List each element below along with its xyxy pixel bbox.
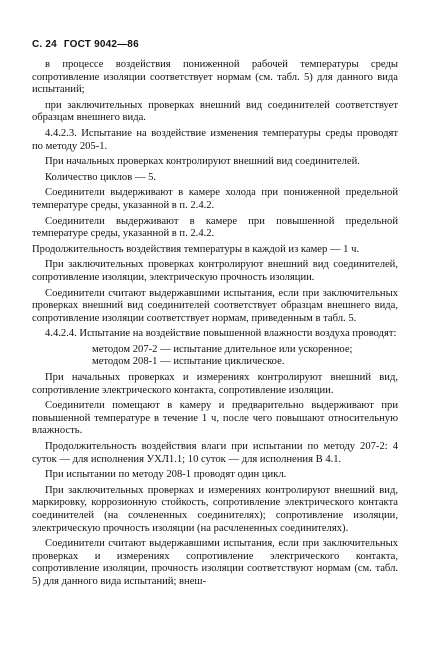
paragraph: Соединители считают выдержавшими испытания, если при заключительных проверках внешний вид соединителей соответствует образцам внешнего вида, сопротивление изоляции соответствует нормам, приведенным в табл. 5. (32, 287, 398, 324)
paragraph: Соединители выдерживают в камере при повышенной предельной температуре среды, указанной в п. 2.4.2. (32, 215, 398, 240)
paragraph: При испытании по методу 208-1 проводят один цикл. (45, 469, 287, 481)
paragraph: При начальных проверках и измерениях контролируют внешний вид, сопротивление электрического контакта, сопротивление изоляции. (32, 372, 398, 396)
method-item: методом 207-2 — испытание длительное или ускоренное; (92, 343, 353, 355)
page-header (32, 39, 398, 50)
standard-code: ГОСТ 9042—86 (63, 39, 139, 50)
page-number: С. 24 (32, 39, 57, 50)
document-body (32, 59, 398, 589)
paragraph: Соединители помещают в камеру и предварительно выдерживают при повышенной температуре в течение 1 ч, после чего повышают относительную влажность. (32, 400, 398, 437)
paragraph: Соединители считают выдержавшими испытания, если при заключительных проверках и измерениях сопротивление электрического контакта, сопротивление изоляции, прочность изоляции соответствуют нормам (см. табл. 5) для данного вида испытаний; внеш- (32, 538, 398, 587)
paragraph: при заключительных проверках внешний вид соединителей соответствует образцам внешнего вида. (32, 99, 398, 124)
paragraph: При начальных проверках контролируют внешний вид соединителей. (45, 156, 360, 168)
section-4-4-2-3: 4.4.2.3. Испытание на воздействие изменения температуры среды проводят по методу 205-1. (32, 127, 398, 152)
paragraph: Соединители выдерживают в камере холода при пониженной предельной температуре среды, указанной в п. 2.4.2. (32, 187, 398, 211)
paragraph: Продолжительность воздействия температуры в каждой из камер — 1 ч. (32, 243, 360, 255)
paragraph: При заключительных проверках и измерениях контролируют внешний вид, маркировку, коррозионную стойкость, сопротивление электрического контакта соединителей (на сочлененных соединителях); сопротивление изоляции, электрическую прочность изоляции (на расчлененных соединителях). (32, 484, 398, 534)
method-item: методом 208-1 — испытание циклическое. (92, 356, 285, 368)
section-4-4-2-4: 4.4.2.4. Испытание на воздействие повышенной влажности воздуха проводят: (45, 328, 397, 340)
paragraph: Количество циклов — 5. (45, 171, 157, 183)
paragraph: в процессе воздействия пониженной рабочей температуры среды сопротивление изоляции соответствует нормам (см. табл. 5) для данного вида испытаний; (32, 59, 398, 96)
paragraph: Продолжительность воздействия влаги при испытании по методу 207-2: 4 суток — для исполнения УХЛ1.1; 10 суток — для исполнения В 4.1. (32, 441, 398, 465)
paragraph: При заключительных проверках контролируют внешний вид соединителей, сопротивление изоляции, электрическую прочность изоляции. (32, 259, 398, 283)
